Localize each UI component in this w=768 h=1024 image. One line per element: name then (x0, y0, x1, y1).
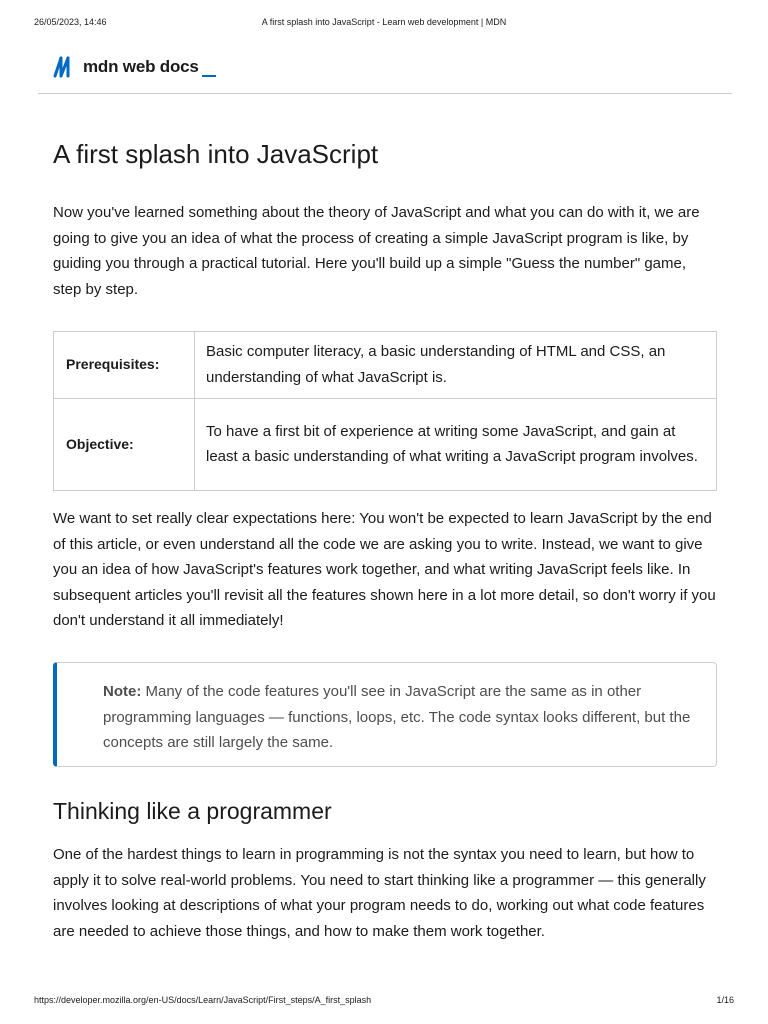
objective-label: Objective: (54, 399, 195, 491)
table-row (54, 332, 717, 399)
page-number: 1/16 (716, 995, 734, 1005)
objective-value: To have a first bit of experience at writing some JavaScript, and gain at least a basic understanding of what writing a JavaScript program involves. (195, 399, 717, 491)
intro-paragraph: Now you've learned something about the theory of JavaScript and what you can do with it, we are going to give you an idea of what the process of creating a simple JavaScript program is like, by guiding you through a practical tutorial. Here you'll build up a simple "Guess the number" game, step by step. (53, 204, 700, 298)
page-title: A first splash into JavaScript (53, 139, 379, 169)
mdn-logo-icon (52, 56, 78, 78)
thinking-paragraph: One of the hardest things to learn in programming is not the syntax you need to learn, but how to apply it to solve real-world problems. You need to start thinking like a programmer — this generally involves looking at descriptions of what your program needs to do, working out what code features are needed to achieve those things, and how to make them work together. (53, 846, 706, 940)
section-heading: Thinking like a programmer (53, 798, 332, 824)
learning-outcomes-table (53, 331, 717, 491)
note-body: Many of the code features you'll see in JavaScript are the same as in other programming languages — functions, loops, etc. The code syntax looks different, but the concepts are still largely the same. (103, 683, 691, 751)
logo-text: mdn web docs (83, 57, 199, 76)
print-url: https://developer.mozilla.org/en-US/docs/Learn/JavaScript/First_steps/A_first_splash (34, 995, 372, 1005)
header-divider (38, 93, 732, 94)
note-label: Note: (103, 683, 142, 700)
prerequisites-label: Prerequisites: (54, 332, 195, 399)
print-footer (0, 995, 768, 1009)
note-text (103, 679, 703, 756)
logo-underscore (202, 75, 216, 77)
mdn-logo-link[interactable] (52, 54, 216, 80)
table-row (54, 399, 717, 491)
print-header (0, 17, 768, 31)
print-document-title: A first splash into JavaScript - Learn web development | MDN (261, 17, 507, 27)
prerequisites-value: Basic computer literacy, a basic understanding of HTML and CSS, an understanding of what JavaScript is. (195, 332, 717, 399)
note-callout (53, 662, 717, 767)
print-datetime: 26/05/2023, 14:46 (34, 17, 107, 27)
expectations-paragraph: We want to set really clear expectations here: You won't be expected to learn JavaScript by the end of this article, or even understand all the code we are asking you to write. Instead, we want to give you an idea of how JavaScript's features work together, and what writing JavaScript feels like. In subsequent articles you'll revisit all the features shown here in a lot more detail, so don't worry if you don't understand it all immediately! (53, 510, 716, 629)
